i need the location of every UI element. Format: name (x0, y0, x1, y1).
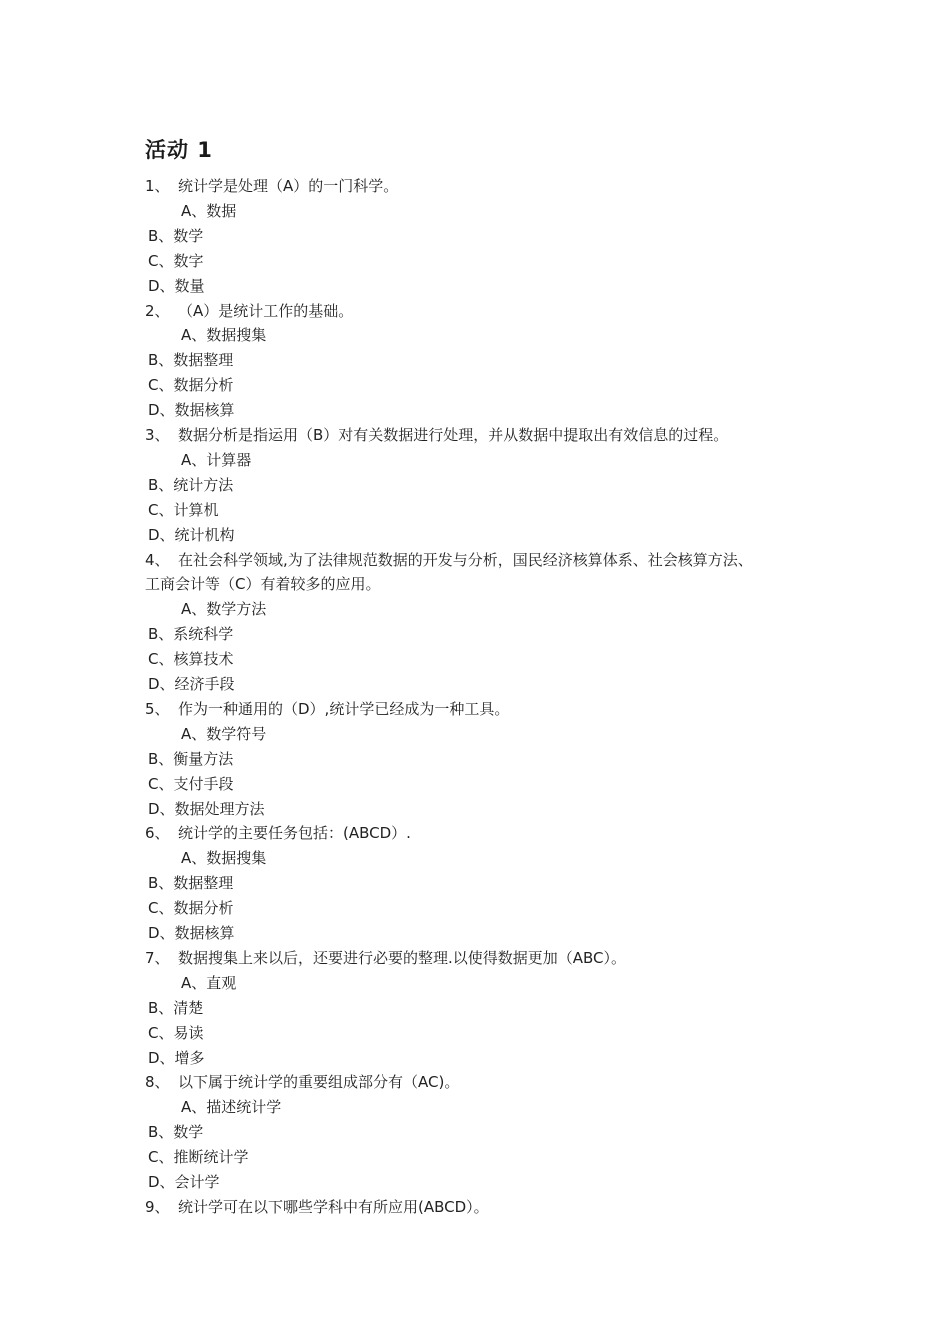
answer-option: C、数字 (148, 251, 204, 270)
answer-option: B、清楚 (148, 998, 204, 1017)
question-text: 统计学的主要任务包括：(ABCD）. (178, 824, 411, 843)
question-text: 以下属于统计学的重要组成部分有（AC)。 (178, 1073, 460, 1092)
answer-option: C、数据分析 (148, 376, 234, 395)
answer-option: C、数据分析 (148, 899, 234, 918)
answer-option: C、核算技术 (148, 650, 234, 669)
question-number: 3、 (145, 426, 170, 444)
answer-option: D、增多 (148, 1048, 205, 1067)
answer-option: B、数学 (148, 226, 204, 245)
question-number: 8、 (145, 1073, 170, 1092)
answer-option: D、数据核算 (148, 924, 235, 942)
answer-option: B、数学 (148, 1123, 204, 1142)
question-text-continued: 工商会计等（C）有着较多的应用。 (145, 575, 381, 594)
question-number: 6、 (145, 824, 170, 843)
answer-option: A、计算器 (181, 450, 252, 469)
answer-option: D、数据核算 (148, 401, 235, 420)
question-stem (145, 1071, 459, 1093)
answer-option: A、数据搜集 (181, 849, 267, 868)
question-number: 2、 (145, 301, 170, 320)
question-text: 统计学是处理（A）的一门科学。 (178, 177, 399, 195)
question-text: 数据搜集上来以后，还要进行必要的整理.以使得数据更加（ABC）。 (178, 948, 627, 967)
answer-option: B、数据整理 (148, 351, 234, 370)
answer-option: B、统计方法 (148, 475, 234, 494)
question-number: 7、 (145, 948, 170, 967)
answer-option: C、计算机 (148, 500, 219, 519)
question-stem (145, 300, 353, 322)
answer-option: D、会计学 (148, 1173, 220, 1191)
question-number: 9、 (145, 1197, 170, 1216)
question-stem (145, 947, 626, 969)
question-stem (145, 698, 509, 720)
question-number: 4、 (145, 550, 170, 569)
question-text: 数据分析是指运用（B）对有关数据进行处理，并从数据中提取出有效信息的过程。 (178, 426, 729, 444)
question-stem (145, 1196, 489, 1218)
answer-option: B、衡量方法 (148, 749, 234, 768)
answer-option: A、数据 (181, 201, 237, 220)
answer-option: A、直观 (181, 973, 237, 992)
document-title: 活动 1 (145, 138, 213, 162)
question-stem (145, 822, 411, 844)
answer-option: A、数据搜集 (181, 326, 267, 345)
answer-option: D、数量 (148, 276, 205, 295)
answer-option: A、描述统计学 (181, 1098, 282, 1117)
answer-option: D、统计机构 (148, 525, 235, 544)
question-text: （A）是统计工作的基础。 (178, 301, 354, 320)
answer-option: B、系统科学 (148, 625, 234, 644)
answer-option: A、数学方法 (181, 600, 267, 619)
answer-option: C、支付手段 (148, 774, 234, 793)
question-text: 在社会科学领域,为了法律规范数据的开发与分析，国民经济核算体系、社会核算方法、 (178, 550, 753, 569)
answer-option: D、数据处理方法 (148, 799, 265, 818)
answer-option: A、数学符号 (181, 724, 267, 743)
answer-option: B、数据整理 (148, 874, 234, 893)
answer-option: D、经济手段 (148, 675, 235, 693)
question-text: 作为一种通用的（D）,统计学已经成为一种工具。 (178, 699, 510, 718)
answer-option: C、易读 (148, 1023, 204, 1042)
answer-option: C、推断统计学 (148, 1148, 249, 1167)
question-stem (145, 549, 753, 571)
question-stem (145, 175, 398, 197)
question-number: 1、 (145, 177, 170, 195)
question-text: 统计学可在以下哪些学科中有所应用(ABCD）。 (178, 1197, 489, 1216)
question-number: 5、 (145, 699, 170, 718)
question-stem (145, 424, 728, 446)
